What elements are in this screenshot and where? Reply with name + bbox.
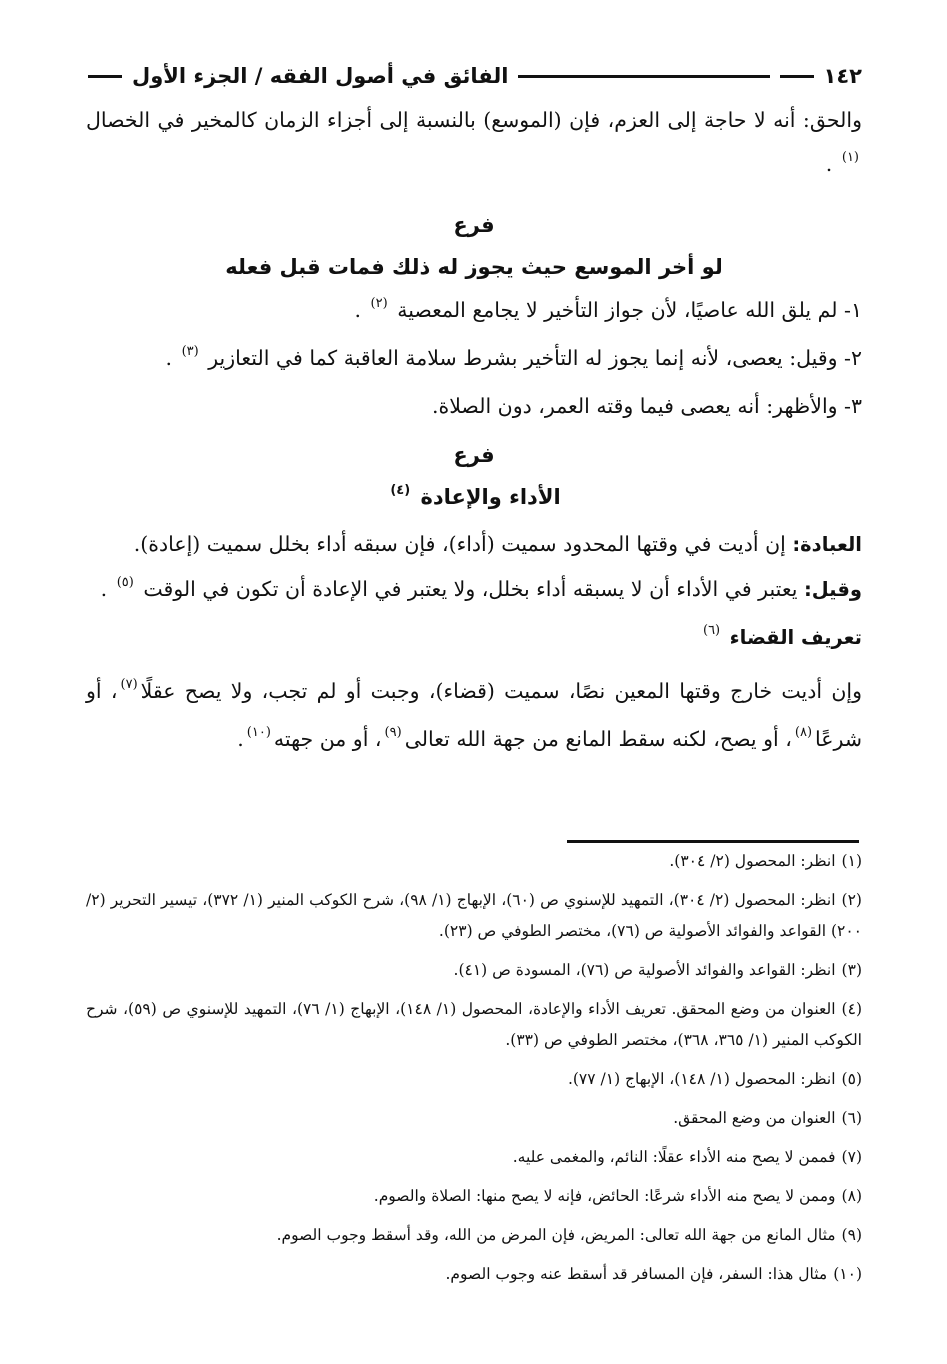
- spacer: [86, 190, 862, 204]
- footnote-text: فممن لا يصح منه الأداء عقلًا: النائم، والمغمى عليه.: [512, 1148, 836, 1166]
- paragraph-text: وإن أديت خارج وقتها المعين نصًا، سميت (قضاء)، وجبت أو لم تجب، ولا يصح عقلًا: [140, 679, 862, 703]
- paragraph-lead: العبادة:: [792, 533, 862, 556]
- footnote: [86, 994, 862, 1056]
- footnote: [86, 885, 862, 947]
- paragraph-qada: [86, 669, 862, 765]
- footnote: [86, 846, 862, 877]
- paragraph-text: ، أو من جهته: [273, 727, 382, 751]
- paragraph-end: .: [100, 577, 108, 601]
- list-item-end: .: [354, 298, 361, 322]
- list-item-text: ٣- والأظهر: أنه يعصى فيما وقته العمر، دون الصلاة.: [431, 394, 862, 418]
- list-item-text: ٢- وقيل: يعصى، لأنه إنما يجوز له التأخير بشرط سلامة العاقبة كما في التعازير: [208, 346, 862, 370]
- footnote-number: (٨): [841, 1187, 862, 1205]
- footnote-ref: (٤): [390, 483, 411, 498]
- footnote-ref: (٨): [794, 725, 813, 740]
- paragraph-end: .: [237, 727, 244, 751]
- header-rule: [518, 75, 769, 78]
- footnote-number: (١٠): [833, 1265, 862, 1283]
- paragraph-ada: [86, 522, 862, 567]
- footnote-number: (٢): [841, 891, 862, 909]
- footnote-text: مثال المانع من جهة الله تعالى: المريض، فإن المرض من الله، وقد أسقط وجوب الصوم.: [276, 1226, 836, 1244]
- paragraph-qila: [86, 567, 862, 615]
- running-title: الفائق في أصول الفقه / الجزء الأول: [132, 64, 509, 88]
- footnote-text: انظر: المحصول (١/ ١٤٨)، الإبهاج (١/ ٧٧).: [567, 1070, 836, 1088]
- section-label: فرع: [453, 213, 495, 237]
- footnote-ref: (٥): [116, 575, 134, 590]
- header-rule-end: [88, 75, 122, 78]
- list-item-text: ١- لم يلق الله عاصيًا، لأن جواز التأخير لا يجامع المعصية: [397, 298, 862, 322]
- footnote-ref: (٦): [702, 623, 721, 638]
- section-title: لو أخر الموسع حيث يجوز له ذلك فمات قبل فعله: [225, 255, 723, 279]
- footnote-ref: (٩): [384, 725, 402, 740]
- footnote: [86, 1259, 862, 1290]
- section-label: فرع: [453, 443, 495, 467]
- subheading-text: تعريف القضاء: [729, 626, 862, 649]
- footnote: [86, 955, 862, 986]
- footnote-number: (٦): [841, 1109, 862, 1127]
- footnote-number: (٧): [841, 1148, 862, 1166]
- footnote: [86, 1220, 862, 1251]
- paragraph-end: .: [825, 152, 833, 176]
- footnote-number: (١): [841, 852, 862, 870]
- paragraph-text: إن أديت في وقتها المحدود سميت (أداء)، فإن سبقه أداء بخلل سميت (إعادة).: [133, 532, 793, 556]
- footnote: [86, 1103, 862, 1134]
- list-item: [86, 384, 862, 428]
- footnote: [86, 1064, 862, 1095]
- footnote-text: وممن لا يصح منه الأداء شرعًا: الحائض، فإنه لا يصح منها: الصلاة والصوم.: [373, 1187, 836, 1205]
- section-title-text: الأداء والإعادة: [420, 485, 561, 509]
- footnote-number: (٥): [841, 1070, 862, 1088]
- footnote-ref: (١٠): [246, 725, 271, 740]
- footnote-text: مثال هذا: السفر، فإن المسافر قد أسقط عنه وجوب الصوم.: [445, 1265, 828, 1283]
- footnote-text: انظر: المحصول (٢/ ٣٠٤)، التمهيد للإسنوي ص (٦٠)، الإبهاج (١/ ٩٨)، شرح الكوكب المنير (١/ ٣٧٢)، تيسير التحرير (٢/ ٢٠٠) القواعد والفوائد الأصولية ص (٧٦)، مختصر الطوفي ص (٢٣).: [86, 891, 862, 940]
- section-title: [86, 476, 862, 522]
- footnote: [86, 1181, 862, 1212]
- footnote-ref: (١): [841, 150, 859, 165]
- footnote-text: انظر: المحصول (٢/ ٣٠٤).: [669, 852, 836, 870]
- footnote-text: انظر: القواعد والفوائد الأصولية ص (٧٦)، المسودة ص (٤١).: [453, 961, 836, 979]
- running-header: [88, 58, 862, 94]
- footnotes: [86, 846, 862, 1298]
- paragraph-lead: وقيل:: [803, 578, 862, 601]
- footnote-text: العنوان من وضع المحقق.: [673, 1109, 836, 1127]
- footnote-ref: (٣): [181, 344, 199, 359]
- footnote-number: (٣): [841, 961, 862, 979]
- footnote-text: العنوان من وضع المحقق. تعريف الأداء والإعادة، المحصول (١/ ١٤٨)، الإبهاج (١/ ٧٦)، التمهيد للإسنوي ص (٥٩)، شرح الكوكب المنير (١/ ٣٦٥، ٣٦٨)، مختصر الطوفي ص (٣٣).: [86, 1000, 862, 1049]
- footnote-separator: [567, 840, 859, 843]
- paragraph-text: ، أو يصح، لكنه سقط المانع من جهة الله تعالى: [404, 727, 792, 751]
- main-text: [86, 98, 862, 765]
- footnote: [86, 1142, 862, 1173]
- paragraph-intro-text: والحق: أنه لا حاجة إلى العزم، فإن (الموسع) بالنسبة إلى أجزاء الزمان كالمخير في الخصال: [86, 108, 862, 132]
- footnote-number: (٩): [841, 1226, 862, 1244]
- list-item: [86, 336, 862, 384]
- list-item: [86, 288, 862, 336]
- paragraph-text: ، أو شرعًا: [86, 679, 862, 751]
- page-number: ١٤٢: [823, 64, 862, 88]
- header-rule-short: [780, 75, 814, 78]
- paragraph-text: يعتبر في الأداء أن لا يسبقه أداء بخلل، ولا يعتبر في الإعادة أن تكون في الوقت: [143, 577, 804, 601]
- subheading: [86, 615, 862, 663]
- footnote-number: (٤): [841, 1000, 862, 1018]
- footnote-ref: (٧): [120, 677, 138, 692]
- footnote-ref: (٢): [370, 296, 388, 311]
- paragraph-intro: [86, 98, 862, 190]
- list-item-end: .: [165, 346, 173, 370]
